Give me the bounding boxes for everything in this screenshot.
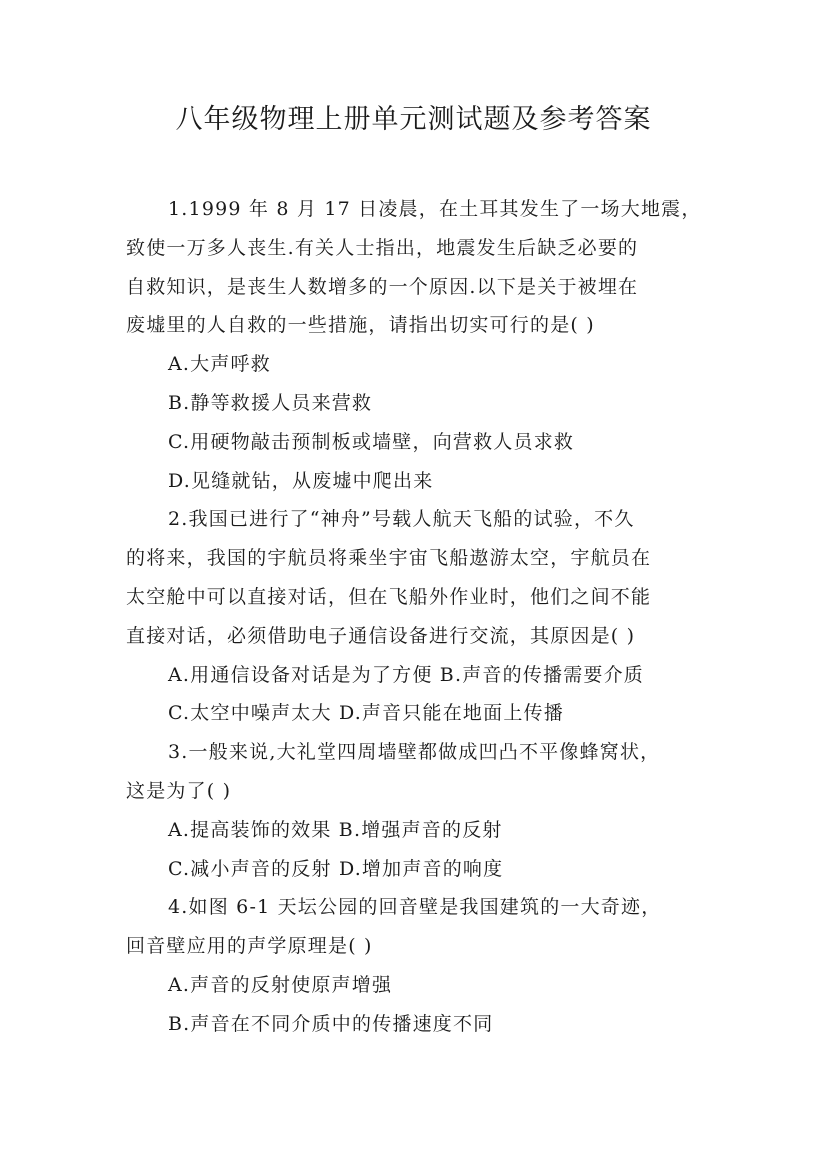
question-1-line-4: 废墟里的人自救的一些措施，请指出切实可行的是( ) [126,314,595,337]
question-2-line-1: 2.我国已进行了“神舟”号载人航天飞船的试验，不久 [168,508,635,531]
question-4-option-a: A.声音的反射使原声增强 [168,973,393,996]
question-2-options-cd: C.太空中噪声太大 D.声音只能在地面上传播 [168,702,564,725]
question-3-line-2: 这是为了( ) [126,779,232,802]
question-4-line-2: 回音壁应用的声学原理是( ) [126,935,373,958]
question-1-option-b: B.静等救援人员来营救 [168,391,373,414]
question-1-option-a: A.大声呼救 [168,353,271,376]
question-1-line-2: 致使一万多人丧生.有关人士指出，地震发生后缺乏必要的 [126,236,639,259]
question-1-line-1: 1.1999 年 8 月 17 日凌晨，在土耳其发生了一场大地震， [168,198,702,220]
question-1-option-d: D.见缝就钻，从废墟中爬出来 [168,469,434,492]
question-1-line-3: 自救知识，是丧生人数增多的一个原因.以下是关于被埋在 [126,275,639,298]
question-2-line-2: 的将来，我国的宇航员将乘坐宇宙飞船遨游太空，宇航员在 [126,547,652,570]
document-body [126,190,716,1044]
question-2-line-3: 太空舱中可以直接对话，但在飞船外作业时，他们之间不能 [126,585,652,608]
question-1-option-c: C.用硬物敲击预制板或墙壁，向营救人员求救 [168,430,575,453]
question-4-option-b: B.声音在不同介质中的传播速度不同 [168,1012,494,1035]
question-2-line-4: 直接对话，必须借助电子通信设备进行交流，其原因是( ) [126,624,636,647]
document-title: 八年级物理上册单元测试题及参考答案 [175,104,652,135]
question-2-options-ab: A.用通信设备对话是为了方便 B.声音的传播需要介质 [168,663,645,686]
question-3-options-ab: A.提高装饰的效果 B.增强声音的反射 [168,818,503,841]
question-3-options-cd: C.减小声音的反射 D.增加声音的响度 [168,857,504,880]
question-3-line-1: 3.一般来说,大礼堂四周墙壁都做成凹凸不平像蜂窝状， [168,741,661,764]
question-4-line-1: 4.如图 6-1 天坛公园的回音壁是我国建筑的一大奇迹， [168,896,662,919]
